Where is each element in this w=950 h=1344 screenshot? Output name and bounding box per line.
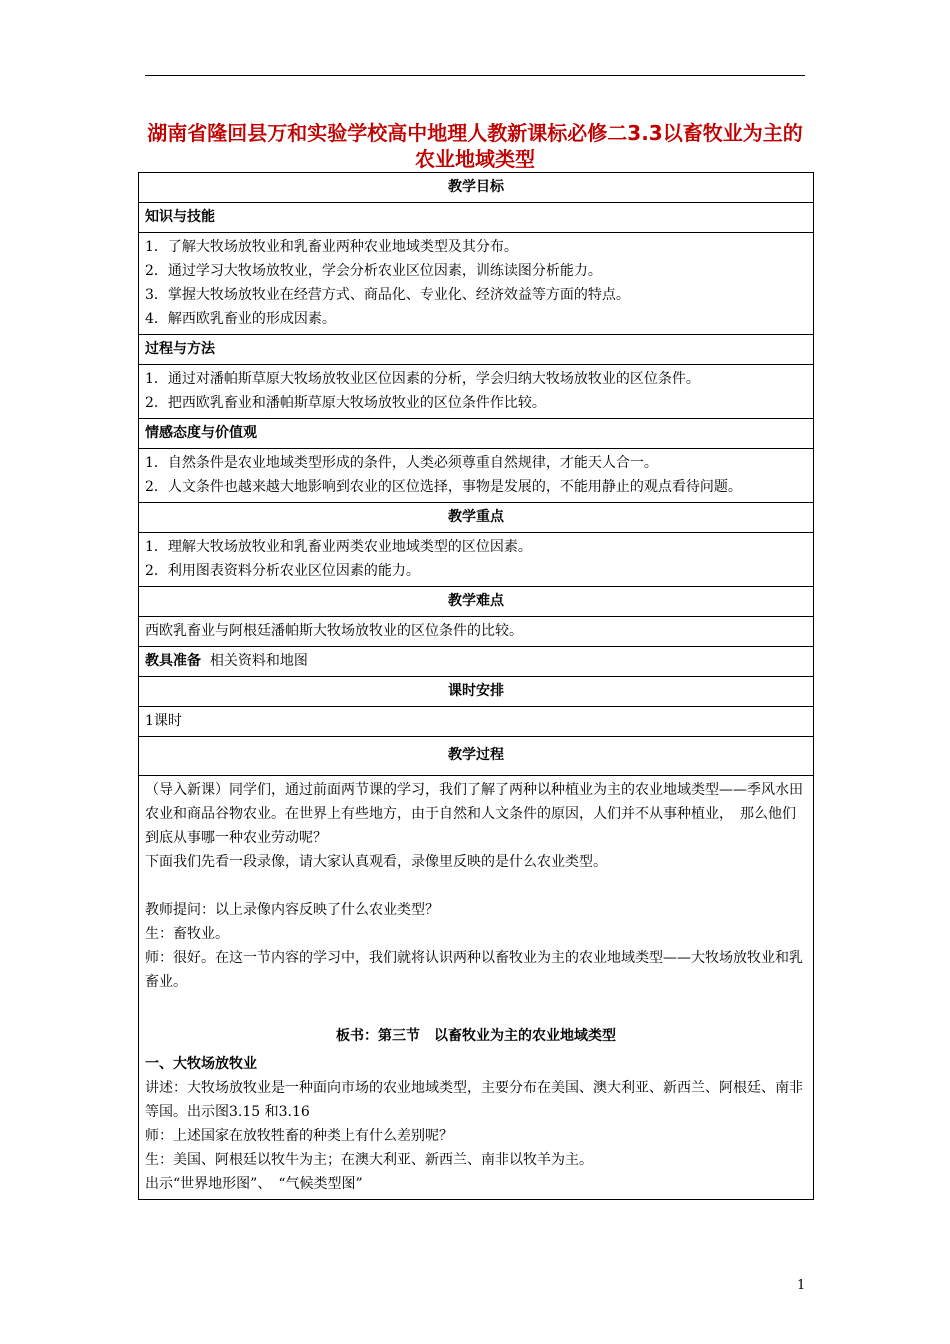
knowledge-item: 1．了解大牧场放牧业和乳畜业两种农业地域类型及其分布。 (145, 239, 518, 255)
document-title: 湖南省隆回县万和实验学校高中地理人教新课标必修二3.3以畜牧业为主的农业地域类型 (147, 121, 803, 171)
key-point-item: 1．理解大牧场放牧业和乳畜业两类农业地域类型的区位因素。 (145, 539, 532, 555)
process-items (139, 365, 814, 419)
procedure-header: 教学过程 (139, 737, 814, 776)
part1-show-maps: 出示“世界地形图”、 “气候类型图” (145, 1176, 363, 1192)
attitude-items (139, 449, 814, 503)
tools-label: 教具准备 (145, 653, 201, 669)
student-answer: 生：畜牧业。 (145, 926, 229, 942)
key-points-items (139, 533, 814, 587)
spacer (145, 874, 807, 898)
part1-answer: 生：美国、阿根廷以牧牛为主；在澳大利亚、新西兰、南非以牧羊为主。 (145, 1152, 593, 1168)
part1-question: 师：上述国家在放牧牲畜的种类上有什么差别呢？ (145, 1128, 453, 1144)
teacher-question: 教师提问：以上录像内容反映了什么农业类型？ (145, 902, 439, 918)
teacher-response: 师：很好。在这一节内容的学习中，我们就将认识两种以畜牧业为主的农业地域类型——大牧场放牧业和乳畜业。 (145, 950, 803, 990)
board-title: 板书：第三节 以畜牧业为主的农业地域类型 (336, 1028, 616, 1044)
attitude-item: 2．人文条件也越来越大地影响到农业的区位选择，事物是发展的，不能用静止的观点看待问题。 (145, 479, 742, 495)
lesson-plan-table (138, 172, 814, 1200)
attitude-header: 情感态度与价值观 (139, 419, 814, 449)
intro-paragraph: （导入新课）同学们，通过前面两节课的学习，我们了解了两种以种植业为主的农业地域类型——季风水田农业和商品谷物农业。在世界上有些地方，由于自然和人文条件的原因，人们并不从事种植业， 那么他们到底从事哪一种农业劳动呢？ (145, 782, 803, 846)
key-point-item: 2．利用图表资料分析农业区位因素的能力。 (145, 563, 420, 579)
header-rule (145, 75, 805, 76)
knowledge-header: 知识与技能 (139, 203, 814, 233)
process-item: 2．把西欧乳畜业和潘帕斯草原大牧场放牧业的区位条件作比较。 (145, 395, 546, 411)
tools-text: 相关资料和地图 (209, 653, 308, 669)
part1-title: 一、大牧场放牧业 (145, 1056, 257, 1072)
attitude-item: 1．自然条件是农业地域类型形成的条件，人类必须尊重自然规律，才能天人合一。 (145, 455, 658, 471)
page-number: 1 (797, 1278, 806, 1293)
difficulty-header: 教学难点 (139, 587, 814, 617)
knowledge-item: 3．掌握大牧场放牧业在经营方式、商品化、专业化、经济效益等方面的特点。 (145, 287, 630, 303)
process-header: 过程与方法 (139, 335, 814, 365)
objectives-header: 教学目标 (139, 173, 814, 203)
key-points-header: 教学重点 (139, 503, 814, 533)
schedule-header: 课时安排 (139, 677, 814, 707)
part1-lecture: 讲述：大牧场放牧业是一种面向市场的农业地域类型，主要分布在美国、澳大利亚、新西兰、阿根廷、南非等国。出示图3.15 和3.16 (145, 1080, 803, 1120)
knowledge-item: 2．通过学习大牧场放牧业，学会分析农业区位因素，训练读图分析能力。 (145, 263, 602, 279)
procedure-body (139, 776, 814, 1200)
knowledge-item: 4．解西欧乳畜业的形成因素。 (145, 311, 336, 327)
schedule-text: 1课时 (139, 707, 814, 737)
knowledge-items (139, 233, 814, 335)
process-item: 1．通过对潘帕斯草原大牧场放牧业区位因素的分析，学会归纳大牧场放牧业的区位条件。 (145, 371, 700, 387)
tools-row (139, 647, 814, 677)
spacer (145, 994, 807, 1018)
video-paragraph: 下面我们先看一段录像，请大家认真观看，录像里反映的是什么农业类型。 (145, 854, 607, 870)
difficulty-text: 西欧乳畜业与阿根廷潘帕斯大牧场放牧业的区位条件的比较。 (139, 617, 814, 647)
